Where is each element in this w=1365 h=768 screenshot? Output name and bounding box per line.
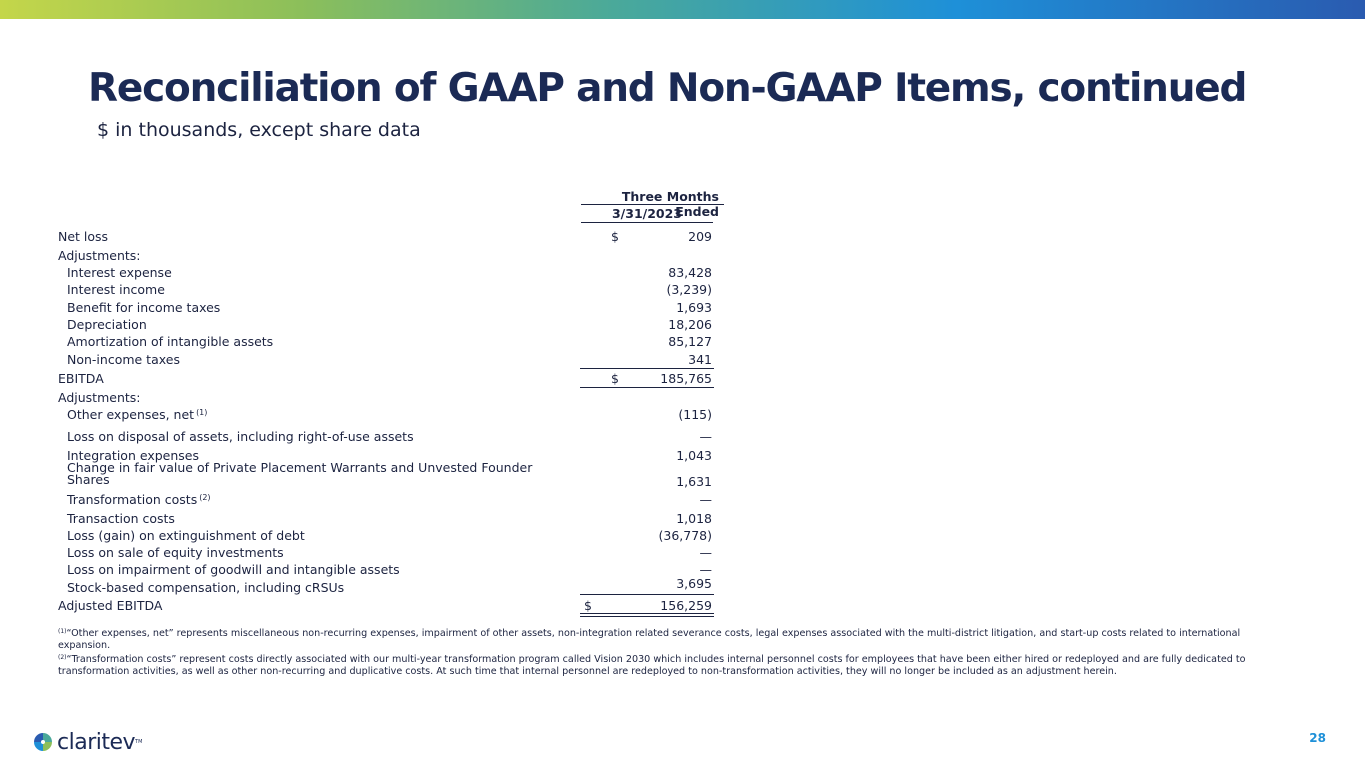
table-row xyxy=(58,562,728,579)
page-number: 28 xyxy=(1309,731,1326,745)
row-label: Benefit for income taxes xyxy=(67,300,221,315)
footnote-1: $^{(1)}$“Other expenses, net” represents miscellaneous non-recurring expenses, impairment of other assets, non-integration related severance costs, legal expenses associated with the multi-district litigation, and start-up costs related to international expansion. xyxy=(58,628,1241,651)
row-label: Stock-based compensation, including cRSUs xyxy=(67,580,345,595)
row-value: — xyxy=(699,492,712,507)
row-label: Interest expense xyxy=(67,265,172,280)
top-gradient-bar xyxy=(0,0,1365,19)
row-label: Change in fair value of Private Placement Warrants and Unvested Founder Shares xyxy=(67,460,533,487)
row-label: Non-income taxes xyxy=(67,352,180,367)
row-value: — xyxy=(699,545,712,560)
table-row xyxy=(58,334,728,351)
row-value: 1,693 xyxy=(676,300,712,315)
page-title: Reconciliation of GAAP and Non-GAAP Items, continued xyxy=(88,66,1247,111)
table-row xyxy=(58,545,728,562)
row-value: 85,127 xyxy=(668,334,712,349)
row-value: 341 xyxy=(688,352,712,367)
header-date: 3/31/2023 xyxy=(581,206,713,223)
table-row xyxy=(58,352,728,369)
row-label: Loss on impairment of goodwill and intangible assets xyxy=(67,562,400,577)
row-label: Loss on disposal of assets, including right-of-use assets xyxy=(67,429,414,444)
footnotes xyxy=(58,626,1268,678)
row-label: Depreciation xyxy=(67,317,147,332)
row-value: (115) xyxy=(678,407,712,422)
row-value: 1,018 xyxy=(676,511,712,526)
header-period: Three Months Ended xyxy=(581,189,724,205)
row-value: 3,695 xyxy=(676,576,712,591)
logo-wordmark: claritev xyxy=(57,729,136,755)
table-row xyxy=(58,528,728,545)
footnote-2: $^{(2)}$“Transformation costs” represent costs directly associated with our multi-year transformation program called Vision 2030 which includes internal personnel costs for employees that have been either hired or redeployed and are fully dedicated to transformation activities, as well as other non-recurring and duplicative costs. At such time that internal personnel are redeployed to non-transformation activities, they will no longer be included as an adjustment herein. xyxy=(58,654,1246,677)
row-label: Adjusted EBITDA xyxy=(58,598,163,613)
currency-symbol: $ xyxy=(611,371,619,386)
row-label: Other expenses, net $^{(1)}$ xyxy=(67,407,208,422)
footnote-ref: (1) xyxy=(196,408,208,417)
row-value: 156,259 xyxy=(660,598,712,613)
subtotal-rule xyxy=(580,387,714,388)
table-row xyxy=(58,300,728,317)
row-label: Amortization of intangible assets xyxy=(67,334,274,349)
page-subtitle: $ in thousands, except share data xyxy=(97,119,421,141)
table-row xyxy=(58,282,728,299)
table-row xyxy=(58,429,728,446)
row-label: Transformation costs $^{(2)}$ xyxy=(67,492,211,507)
row-label: EBITDA xyxy=(58,371,104,386)
row-label: Transaction costs xyxy=(67,511,175,526)
logo-trademark: TM xyxy=(135,739,143,745)
subtotal-rule xyxy=(580,368,714,369)
row-label: Integration expenses xyxy=(67,448,199,463)
row-label: Adjustments: xyxy=(58,248,141,263)
row-value: 83,428 xyxy=(668,265,712,280)
row-value: 209 xyxy=(688,229,712,244)
row-value: 18,206 xyxy=(668,317,712,332)
row-value: — xyxy=(699,562,712,577)
table-row xyxy=(58,371,728,388)
row-value: — xyxy=(699,429,712,444)
table-row xyxy=(58,248,728,265)
row-value: (36,778) xyxy=(658,528,712,543)
footnote-ref: (2) xyxy=(199,493,211,502)
subtotal-rule xyxy=(580,594,714,595)
table-row xyxy=(58,317,728,334)
row-value: 1,631 xyxy=(676,474,712,489)
table-row xyxy=(58,265,728,282)
row-label: Interest income xyxy=(67,282,165,297)
table-row xyxy=(58,407,728,424)
claritev-logo-mark-icon xyxy=(33,732,53,752)
row-label: Net loss xyxy=(58,229,109,244)
table-row xyxy=(58,462,728,492)
total-double-rule xyxy=(580,613,714,617)
claritev-logo xyxy=(33,727,142,757)
row-label: Loss on sale of equity investments xyxy=(67,545,284,560)
currency-symbol: $ xyxy=(611,229,619,244)
table-row xyxy=(58,511,728,528)
table-row xyxy=(58,229,728,246)
table-row xyxy=(58,492,728,509)
row-label: Adjustments: xyxy=(58,390,141,405)
row-value: (3,239) xyxy=(666,282,712,297)
row-label: Loss (gain) on extinguishment of debt xyxy=(67,528,305,543)
row-value: 1,043 xyxy=(676,448,712,463)
currency-symbol: $ xyxy=(584,598,592,613)
row-value: 185,765 xyxy=(660,371,712,386)
table-row xyxy=(58,390,728,407)
